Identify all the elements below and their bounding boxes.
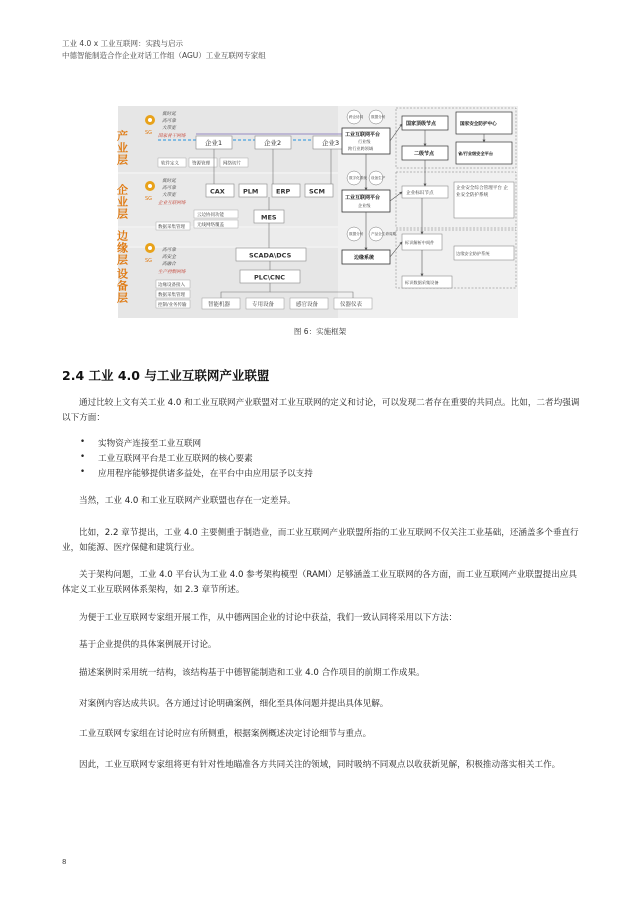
page-number: 8 (62, 858, 67, 866)
bullet-text: 实物资产连接至工业互联网 (98, 439, 202, 449)
mes-label: MES (261, 213, 277, 222)
node-national-security: 国家安全防护中心 (460, 122, 497, 127)
small-icon-label: 数字化系统 (349, 176, 367, 180)
company-label: 企业3 (322, 139, 340, 147)
node-id-resolve: 标识解析中间件 (405, 240, 435, 245)
paragraph-4: 关于架构问题，工业 4.0 平台认为工业 4.0 参考架构模型（RAMI）足够涵盖工业互联网的各方面，而工业互联网产业联盟提出应具体定义工业互联网体系架构，如 2.3 章节所述。 (62, 570, 577, 595)
figure-caption: 图 6：实施框架 (293, 327, 347, 336)
enterprise-tag: 大带宽 (162, 193, 176, 198)
device-label: 智能机器 (208, 302, 231, 308)
small-icon-label: 跨企协同 (349, 115, 364, 119)
enterprise-system-label: CAX (210, 187, 225, 196)
industry-app-label: 资源管理 (192, 161, 210, 167)
small-icon-label: 数据分析 (349, 232, 364, 236)
edge-item-label: 数据采集管理 (158, 293, 185, 298)
node-enterprise-security: 企业安全综合管理平台 企业安全防护系统 (456, 186, 508, 198)
node-edge-security: 边缘安全防护系统 (456, 251, 490, 256)
paragraph-7: 描述案例时采用统一结构，该结构基于中德智能制造和工业 4.0 合作项目的前期工作成果。 (79, 668, 425, 678)
small-icon-label: 产品全生命周期 (371, 232, 397, 236)
paragraph-10: 因此，工业互联网专家组将更有针对性地瞄准各方共同关注的领域，同时吸纳不同观点以收获新见解，积极推动落实相关工作。 (79, 760, 561, 770)
platform-industry-sub: 跨行业跨领域 (348, 146, 374, 151)
bullet-text: 应用程序能够提供诸多益处，在平台中由应用层予以支持 (98, 469, 313, 479)
platform-enterprise-box (342, 190, 390, 212)
scada-label: SCADA\DCS (249, 251, 292, 260)
layer-label-industry: 产业层 (115, 130, 129, 166)
enterprise-system-label: ERP (276, 187, 291, 196)
small-icon-label: 数据分析 (371, 115, 386, 119)
cloud-item-label: 无线网络覆盖 (197, 223, 224, 228)
edge-item-label: 边缘设备接入 (158, 283, 185, 288)
node-secondary: 二级节点 (414, 151, 435, 157)
platform-industry-title: 工业互联网平台 (345, 132, 381, 138)
enterprise-tag: 低时延 (162, 179, 176, 184)
node-id-data: 标识数据采集设备 (405, 280, 439, 285)
small-icon-label: 设备生产 (371, 176, 386, 180)
paragraph-9: 工业互联网专家组在讨论时应有所侧重，根据案例概述决定讨论细节与重点。 (79, 729, 372, 739)
enterprise-system-label: SCM (309, 187, 325, 196)
industry-tag: 低时延 (162, 112, 176, 117)
running-header-subtitle: 中德智能制造合作企业对话工作组（AGU）工业互联网专家组 (62, 51, 266, 60)
platform-industry-sub: 行业级 (358, 139, 371, 144)
cloud-item-label: 云边协同功能 (197, 213, 224, 218)
enterprise-system-label: PLM (243, 187, 259, 196)
svg-text:SG: SG (145, 130, 153, 136)
equipment-tag: 高融合 (162, 262, 176, 267)
node-provincial-security: 省/行业级安全平台 (458, 151, 494, 156)
paragraph-1: 通过比较上文有关工业 4.0 和工业互联网产业联盟对工业互联网的定义和讨论，可以发现二者存在重要的共同点。比如，二者均强调以下方面： (62, 398, 580, 423)
equipment-network-label: 生产控制网络 (158, 270, 186, 275)
plc-label: PLC\CNC (254, 273, 286, 282)
equipment-tag: 高可靠 (162, 248, 176, 253)
paragraph-6: 基于企业提供的具体案例展开讨论。 (79, 640, 217, 650)
node-enterprise-id: 企业标识节点 (406, 191, 434, 196)
layer-label-equipment: 设备层 (115, 268, 129, 304)
implementation-framework-figure (115, 106, 518, 318)
industry-network-label: 国家骨干网络 (158, 134, 186, 139)
enterprise-network-label: 企业互联网络 (158, 201, 186, 206)
layer-label-enterprise: 企业层 (115, 184, 129, 220)
company-label: 企业2 (264, 139, 282, 147)
enterprise-tag: 高可靠 (162, 186, 176, 191)
device-label: 仪器仪表 (340, 302, 363, 308)
platform-enterprise-title: 工业互联网平台 (345, 195, 381, 201)
paragraph-3: 比如，2.2 章节提出，工业 4.0 主要侧重于制造业，而工业互联网产业联盟所指的工业互联网不仅关注工业基础，还涵盖多个垂直行业，如能源、医疗保健和建筑行业。 (62, 528, 579, 553)
company-label: 企业1 (205, 139, 223, 147)
industry-tag: 高可靠 (162, 119, 176, 124)
platform-enterprise-sub: 企业级 (358, 203, 371, 208)
industry-app-label: 网络切片 (223, 161, 241, 167)
device-label: 专用设备 (252, 302, 275, 308)
paragraph-2: 当然，工业 4.0 和工业互联网产业联盟也存在一定差异。 (79, 496, 296, 506)
equipment-tag: 高安全 (162, 255, 176, 260)
section-heading: 2.4 工业 4.0 与工业互联网产业联盟 (62, 368, 270, 383)
bullet-text: 工业互联网平台是工业互联网的核心要素 (98, 454, 253, 464)
edge-system-label: 边缘系统 (354, 255, 375, 261)
running-header-title: 工业 4.0 x 工业互联网：实践与启示 (62, 39, 184, 48)
framework-diagram (115, 106, 518, 318)
svg-text:SG: SG (145, 258, 153, 264)
layer-label-edge: 边缘层 (115, 230, 129, 266)
cloud-item-label: 数据采集管理 (158, 225, 185, 230)
paragraph-8: 对案例内容达成共识。各方通过讨论明确案例，细化至具体问题并提出具体见解。 (79, 699, 389, 709)
paragraph-5: 为便于工业互联网专家组开展工作，从中德两国企业的讨论中获益，我们一致认同将采用以下方法： (79, 613, 458, 623)
industry-tag: 大带宽 (162, 126, 176, 131)
device-label: 感官设备 (296, 302, 319, 308)
node-national-top: 国家顶级节点 (406, 121, 437, 127)
svg-text:SG: SG (145, 196, 153, 202)
industry-app-label: 软件定义 (161, 161, 179, 167)
edge-item-label: 控制/业务传输 (158, 303, 187, 308)
